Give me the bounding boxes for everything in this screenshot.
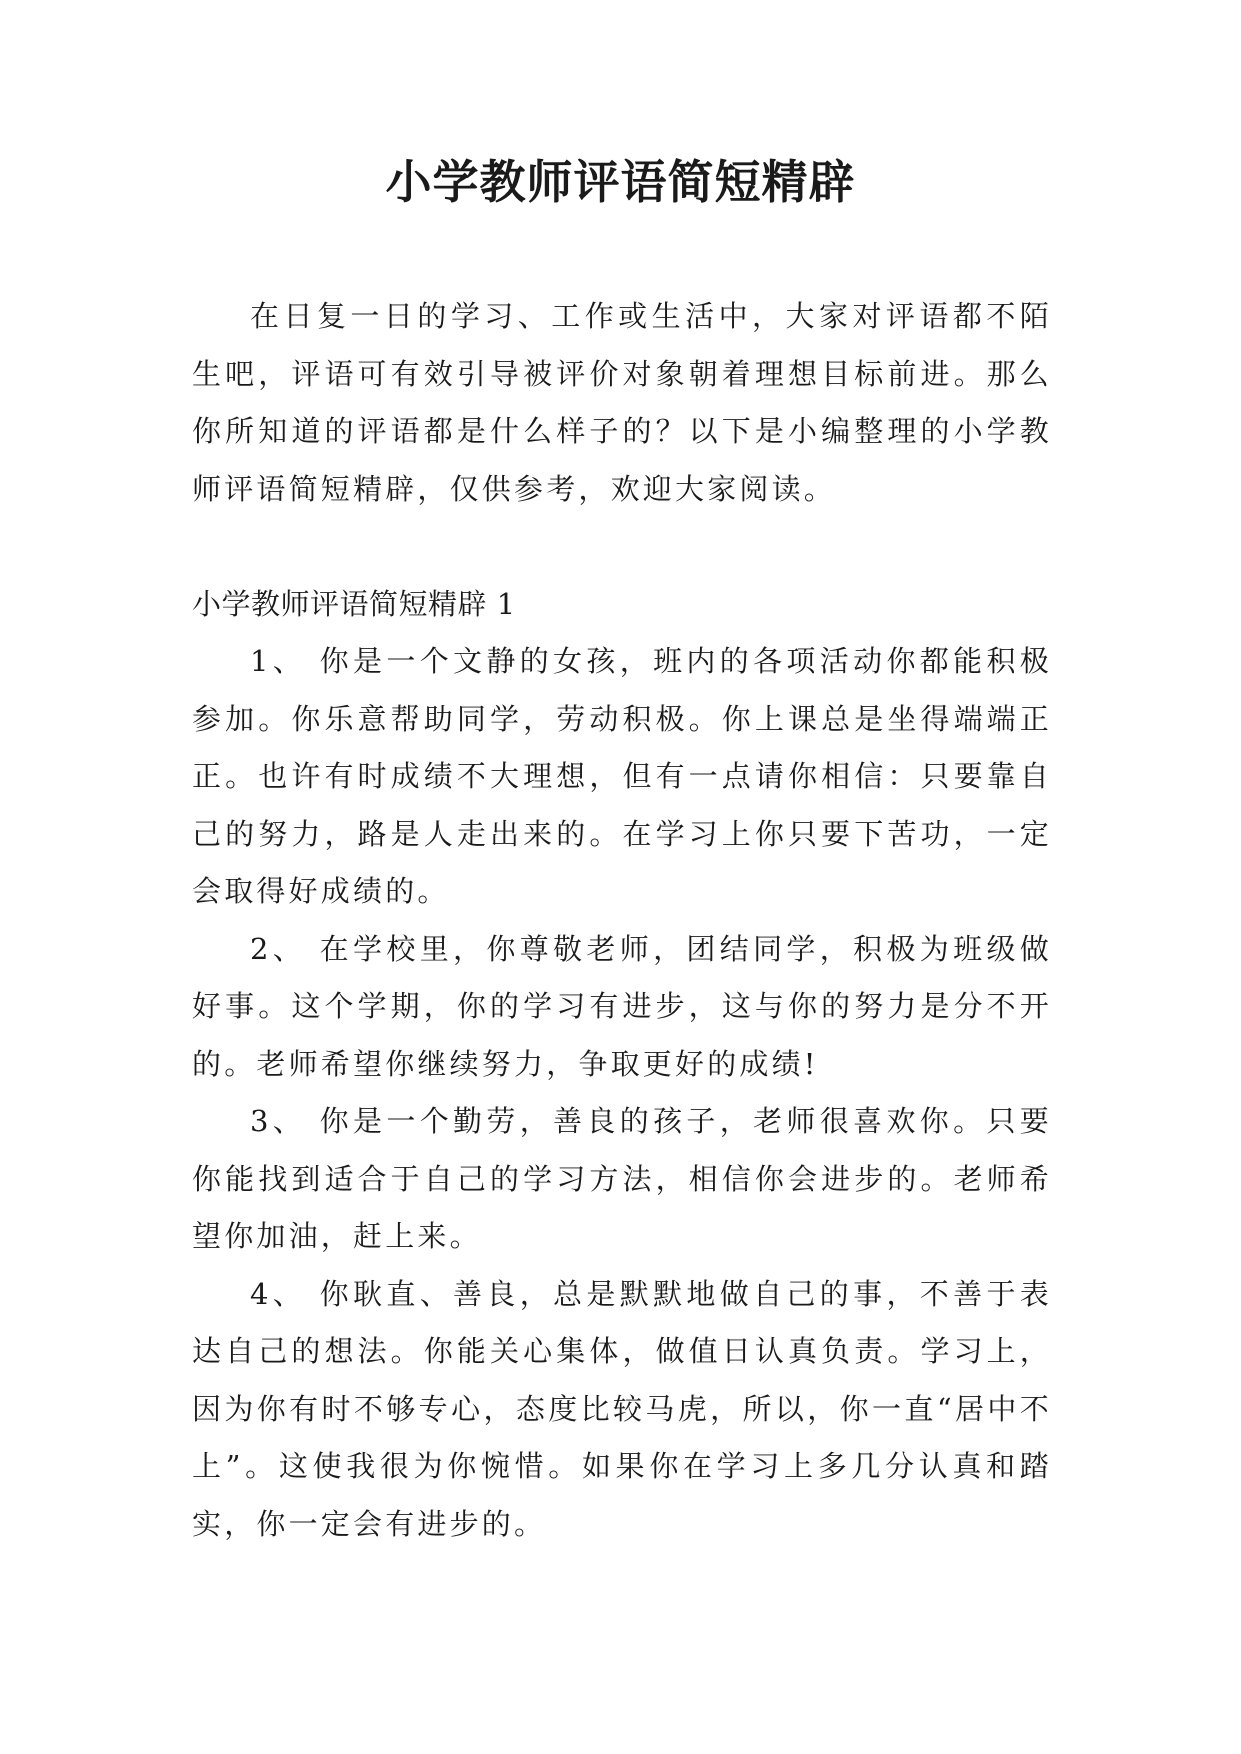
comment-item-1: 1、 你是一个文静的女孩，班内的各项活动你都能积极参加。你乐意帮助同学，劳动积极。你上课总是坐得端端正正。也许有时成绩不大理想，但有一点请你相信：只要靠自己的努力，路是人走出来的。在学习上你只要下苦功，一定会取得好成绩的。 (192, 644, 1052, 908)
comment-item-2: 2、 在学校里，你尊敬老师，团结同学，积极为班级做好事。这个学期，你的学习有进步，这与你的努力是分不开的。老师希望你继续努力，争取更好的成绩! (192, 931, 1052, 1081)
comment-item-4: 4、 你耿直、善良，总是默默地做自己的事，不善于表达自己的想法。你能关心集体，做值日认真负责。学习上，因为你有时不够专心，态度比较马虎，所以，你一直“居中不上”。这使我很为你惋惜。如果你在学习上多几分认真和踏实，你一定会有进步的。 (192, 1276, 1052, 1541)
document-body (192, 288, 1052, 1553)
intro-paragraph: 在日复一日的学习、工作或生活中，大家对评语都不陌生吧，评语可有效引导被评价对象朝着理想目标前进。那么你所知道的评语都是什么样子的？以下是小编整理的小学教师评语简短精辟，仅供参考，欢迎大家阅读。 (192, 299, 1052, 506)
document-title: 小学教师评语简短精辟 (385, 155, 856, 209)
comment-item-3: 3、 你是一个勤劳，善良的孩子，老师很喜欢你。只要你能找到适合于自己的学习方法，相信你会进步的。老师希望你加油，赶上来。 (192, 1104, 1052, 1253)
section-heading: 小学教师评语简短精辟 1 (192, 586, 516, 621)
